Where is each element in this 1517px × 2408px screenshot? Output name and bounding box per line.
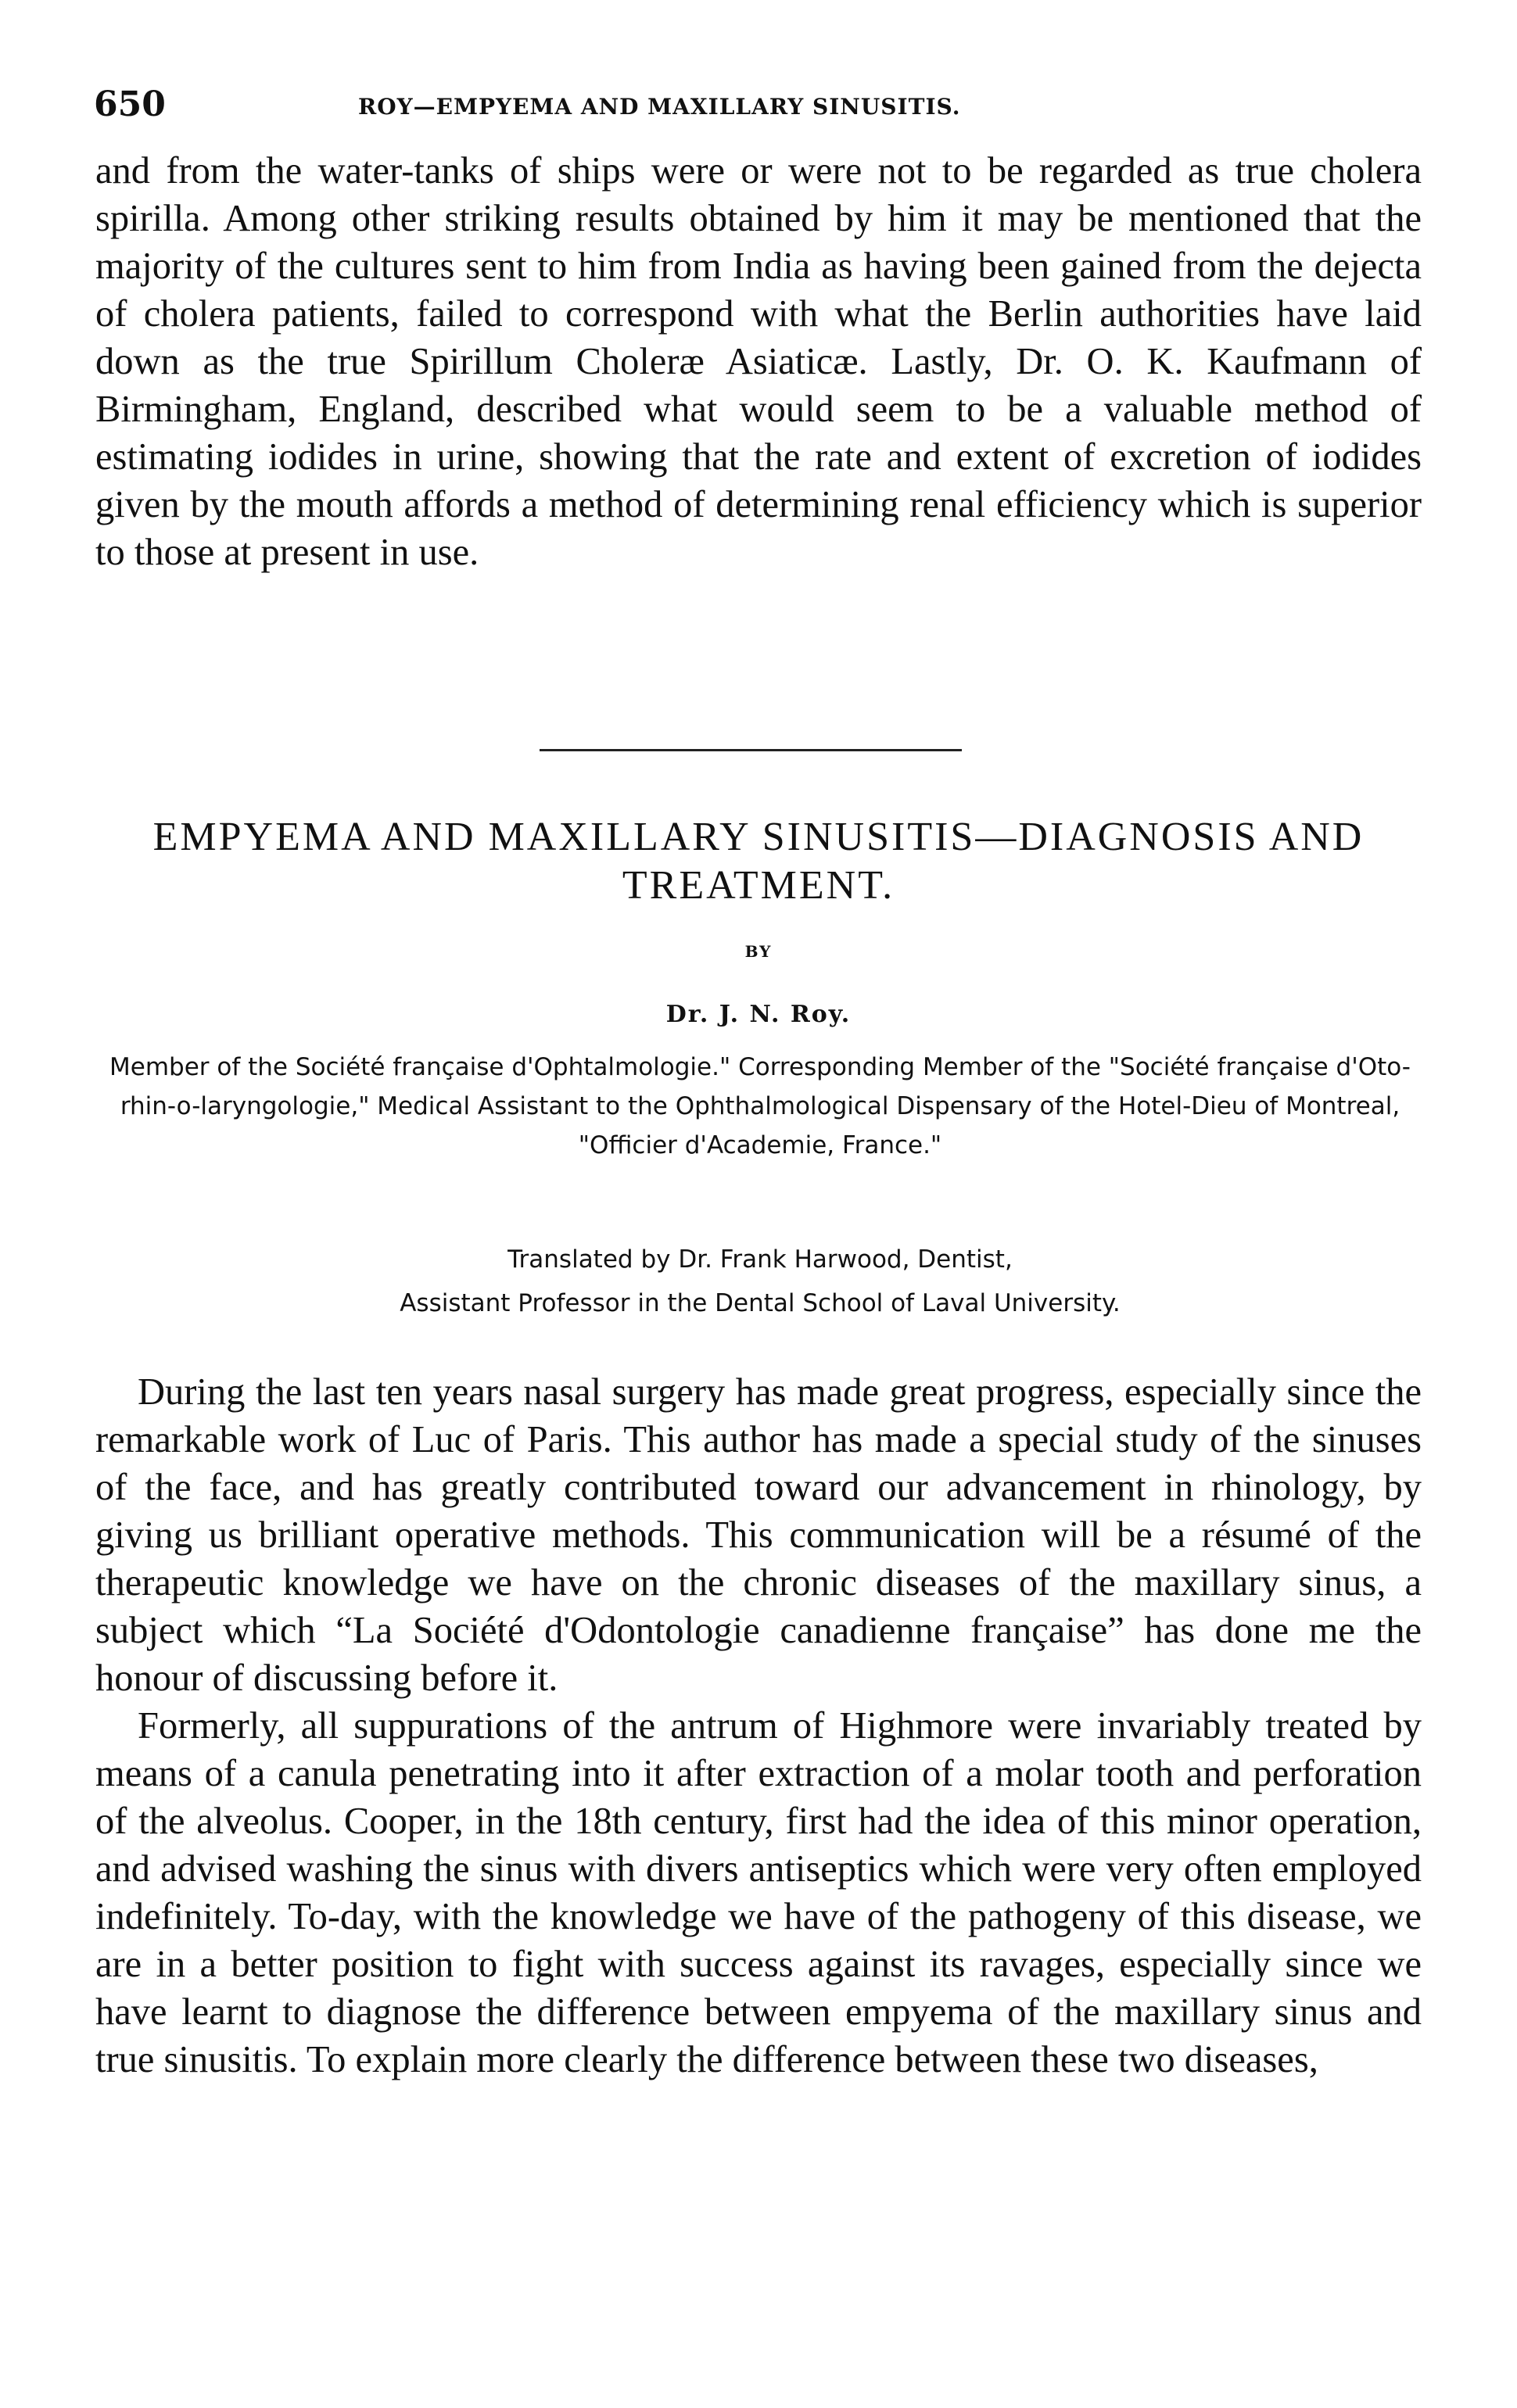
author-credentials: Member of the Société française d'Ophtalmologie." Corresponding Member of the "Société française d'Oto-rhin-o-laryngologie," Medical Assistant to the Ophthalmological Dispensary of the Hotel-Dieu of Montreal, "Officier d'Academie, France."	[109, 1053, 1411, 1159]
paragraph: During the last ten years nasal surgery has made great progress, especially since the remarkable work of Luc of Paris. This author has made a special study of the sinuses of the face, and has greatly contributed toward our advancement in rhinology, by giving us brilliant operative methods. This communication will be a résumé of the therapeutic knowledge we have on the chronic diseases of the maxillary sinus, a subject which “La Société d'Odontologie canadienne française” has done me the honour of discussing before it.	[95, 1371, 1422, 1699]
section-divider	[540, 749, 962, 751]
translator-affiliation: Assistant Professor in the Dental School of Laval University.	[400, 1289, 1121, 1317]
translator-line: Translated by Dr. Frank Harwood, Dentist,	[507, 1245, 1013, 1274]
author-name: Dr. J. N. Roy.	[665, 1001, 852, 1028]
paragraph: and from the water-tanks of ships were or were not to be regarded as true cholera spirilla. Among other striking results obtained by him it may be mentioned that the majority of the cultures sent to him from India as having been gained from the dejecta of cholera patients, failed to correspond with what the Berlin authorities have laid down as the true Spirillum Choleræ Asiaticæ. Lastly, Dr. O. K. Kaufmann of Birmingham, England, described what would seem to be a valuable method of estimating iodides in urine, showing that the rate and extent of excretion of iodides given by the mouth affords a method of determining renal efficiency which is superior to those at present in use.	[95, 150, 1422, 573]
page-number: 650	[94, 84, 166, 124]
translator-credit	[95, 1238, 1425, 1325]
running-head	[94, 84, 1423, 131]
by-line: BY	[744, 942, 773, 961]
previous-article-ending	[95, 147, 1422, 576]
article-body	[95, 1368, 1422, 2084]
running-title: ROY—EMPYEMA AND MAXILLARY SINUSITIS.	[358, 94, 961, 120]
article-title: EMPYEMA AND MAXILLARY SINUSITIS—DIAGNOSIS AND TREATMENT.	[152, 815, 1365, 908]
paragraph: Formerly, all suppurations of the antrum of Highmore were invariably treated by means of a canula penetrating into it after extraction of a molar tooth and perforation of the alveolus. Cooper, in the 18th century, first had the idea of this minor operation, and advised washing the sinus with divers antiseptics which were very often employed indefinitely. To-day, with the knowledge we have of the pathogeny of this disease, we are in a better position to fight with success against its ravages, especially since we have learnt to diagnose the difference between empyema of the maxillary sinus and true sinusitis. To explain more clearly the difference between these two diseases,	[95, 1705, 1422, 2080]
